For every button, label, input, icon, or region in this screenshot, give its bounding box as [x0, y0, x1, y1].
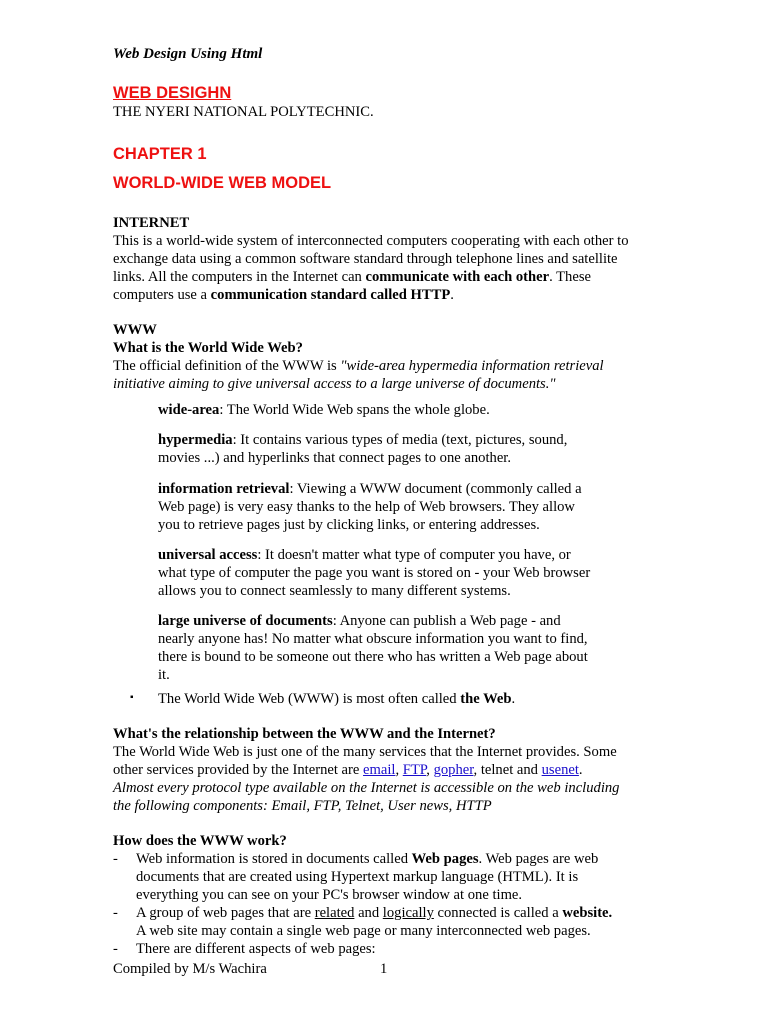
- running-header: Web Design Using Html: [113, 46, 263, 62]
- gopher-link[interactable]: gopher: [433, 762, 474, 778]
- how-heading: How does the WWW work?: [113, 833, 287, 849]
- www-definition-line-2: initiative aiming to give universal access to a large universe of documents.": [113, 376, 556, 392]
- how-item-2: A group of web pages that are related and logically connected is called a website. A web site may contain a single web page or many interconnected web pages.: [136, 905, 613, 939]
- term-information-retrieval: information retrieval: Viewing a WWW document (commonly called a Web page) is very easy thanks to the help of Web browsers. They allow you to retrieve pages just by clicking links, or entering addresses.: [158, 481, 582, 533]
- relationship-line-4: the following components: Email, FTP, Telnet, User news, HTTP: [113, 798, 492, 814]
- dash-marker: -: [113, 941, 118, 957]
- chapter-label: CHAPTER 1: [113, 145, 207, 163]
- institution-name: THE NYERI NATIONAL POLYTECHNIC.: [113, 104, 374, 120]
- www-definition-line-1: The official definition of the WWW is "wide-area hypermedia information retrieval: [113, 358, 604, 374]
- term-universal-access: universal access: It doesn't matter what type of computer you have, or what type of computer the page you want is stored on - your Web browser allows you to connect seamlessly to many different systems.: [158, 547, 591, 599]
- document-title: WEB DESIGHN: [113, 84, 232, 102]
- www-question: What is the World Wide Web?: [113, 340, 303, 356]
- square-bullet-icon: ▪: [130, 692, 134, 703]
- term-large-universe: large universe of documents: Anyone can publish a Web page - and nearly anyone has! No matter what obscure information you want to find, there is bound to be someone out there who has written a Web page about it.: [158, 613, 588, 683]
- how-item-3: There are different aspects of web pages:: [136, 941, 376, 957]
- page-number: 1: [380, 961, 388, 977]
- internet-line-1: This is a world-wide system of interconnected computers cooperating with each other to: [113, 233, 629, 249]
- term-wide-area: wide-area: The World Wide Web spans the whole globe.: [158, 402, 490, 418]
- footer-compiled-by: Compiled by M/s Wachira: [113, 961, 267, 977]
- email-link[interactable]: email: [363, 762, 396, 778]
- www-heading: WWW: [113, 322, 157, 338]
- internet-line-4: computers use a communication standard called HTTP.: [113, 287, 454, 303]
- how-item-1: Web information is stored in documents called Web pages. Web pages are web documents that are created using Hypertext markup language (HTML). It is everything you can see on your PC's browser window at one time.: [136, 851, 599, 903]
- dash-marker: -: [113, 905, 118, 921]
- usenet-link[interactable]: usenet: [541, 762, 579, 778]
- relationship-heading: What's the relationship between the WWW and the Internet?: [113, 726, 496, 742]
- relationship-line-1: The World Wide Web is just one of the many services that the Internet provides. Some: [113, 744, 617, 760]
- internet-line-3: links. All the computers in the Internet can communicate with each other. These: [113, 269, 591, 285]
- relationship-line-3: Almost every protocol type available on the Internet is accessible on the web including: [113, 780, 620, 796]
- internet-heading: INTERNET: [113, 215, 190, 231]
- chapter-title: WORLD-WIDE WEB MODEL: [113, 174, 332, 192]
- dash-marker: -: [113, 851, 118, 867]
- internet-line-2: exchange data using a common software standard through telephone lines and satellite: [113, 251, 618, 267]
- ftp-link[interactable]: FTP: [402, 762, 427, 778]
- relationship-line-2: other services provided by the Internet are email, FTP, gopher, telnet and usenet.: [113, 762, 583, 778]
- term-hypermedia: hypermedia: It contains various types of media (text, pictures, sound, movies ...) and hyperlinks that connect pages to one another.: [158, 432, 568, 466]
- bullet-text: The World Wide Web (WWW) is most often called the Web.: [158, 691, 516, 707]
